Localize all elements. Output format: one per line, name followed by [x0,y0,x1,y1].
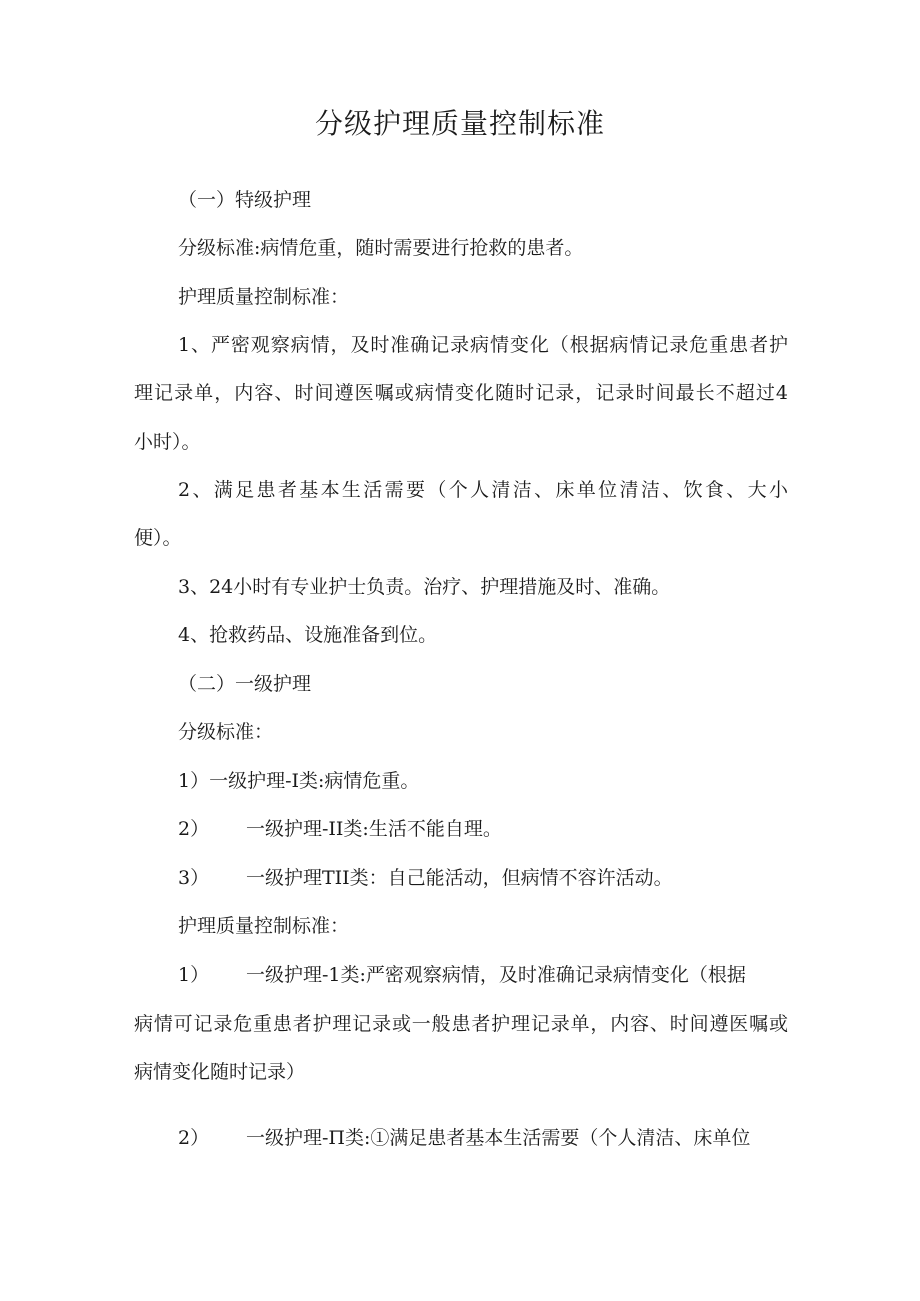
section-1-qc-heading: 护理质量控制标准： [178,286,350,308]
section-2-grade-standard: 分级标准： [178,721,274,743]
section-2-qc-item-1-line-3: 病情变化随时记录） [134,1061,306,1083]
qc-item-2-text: 一级护理-Π类:①满足患者基本生活需要（个人清洁、床单位 [246,1127,751,1149]
grade-2-text: 一级护理-II类:生活不能自理。 [246,818,502,840]
section-2-qc-item-1-line-1 [178,961,746,989]
section-1-item-3: 3、24小时有专业护士负责。治疗、护理措施及时、准确。 [178,576,671,598]
section-2-qc-item-1-line-2: 病情可记录危重患者护理记录或一般患者护理记录单，内容、时间遵医嘱或 [134,1013,788,1035]
section-1-item-1-line-1: 1、严密观察病情，及时准确记录病情变化（根据病情记录危重患者护 [178,334,788,356]
grade-2-number: 2） [178,818,210,840]
section-1-item-2-line-1: 2、满足患者基本生活需要（个人清洁、床单位清洁、饮食、大小 [178,479,788,501]
grade-3-text: 一级护理TII类：自己能活动，但病情不容许活动。 [246,867,673,889]
qc-item-1-text: 一级护理-1类:严密观察病情，及时准确记录病情变化（根据 [246,964,746,986]
section-1-heading: （一）特级护理 [178,189,312,211]
section-2-grade-3 [178,864,673,892]
section-2-grade-1: 1）一级护理-I类:病情危重。 [178,770,420,792]
section-2-heading: （二）一级护理 [178,673,312,695]
grade-3-number: 3） [178,867,210,889]
section-1-item-1-line-3: 小时）。 [134,431,201,453]
section-1-item-2-line-2: 便）。 [134,527,182,549]
section-2-qc-item-2-line-1 [178,1124,750,1152]
section-1-item-4: 4、抢救药品、设施准备到位。 [178,624,438,646]
qc-item-2-number: 2） [178,1127,210,1149]
section-2-qc-heading: 护理质量控制标准： [178,915,350,937]
qc-item-1-number: 1） [178,964,210,986]
section-1-grade-standard: 分级标准:病情危重，随时需要进行抢救的患者。 [178,237,584,259]
section-1-item-1-line-2: 理记录单，内容、时间遵医嘱或病情变化随时记录，记录时间最长不超过4 [134,382,788,404]
document-title: 分级护理质量控制标准 [314,107,605,140]
section-2-grade-2 [178,815,502,843]
